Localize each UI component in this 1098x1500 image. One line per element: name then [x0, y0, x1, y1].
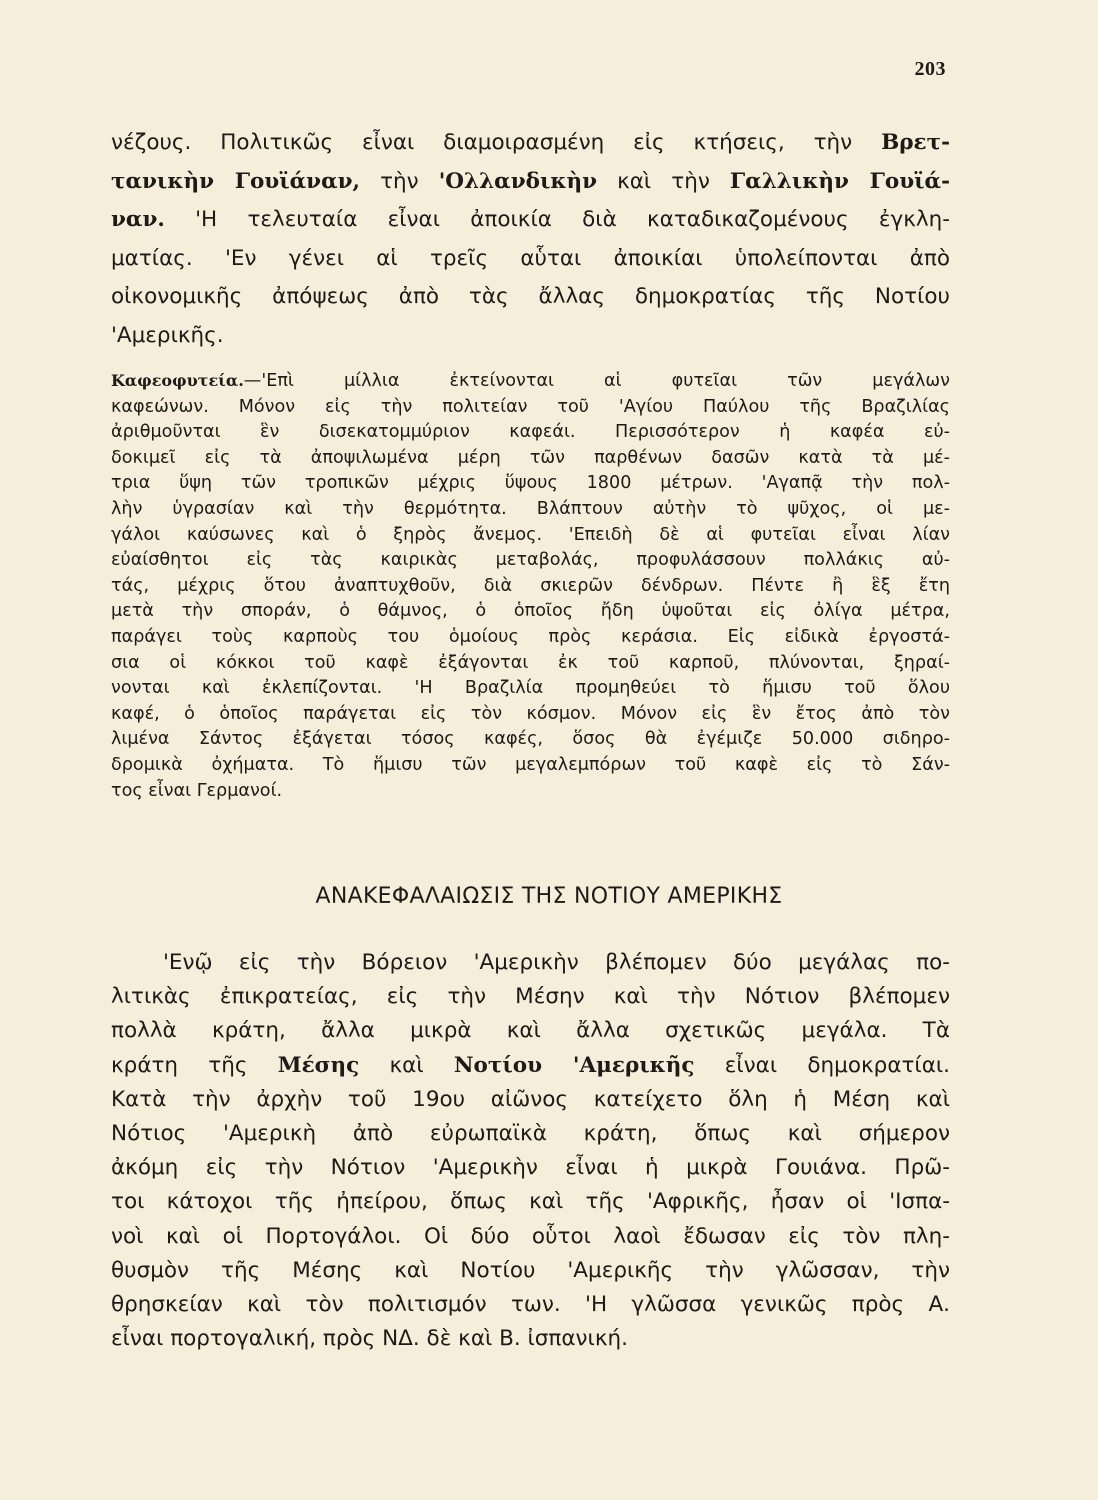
page-number: 203 — [914, 58, 946, 80]
text-line: λιμένα Σάντος ἐξάγεται τόσος καφές, ὅσος θὰ ἐγέμιζε 50.000 σιδηρο- — [111, 729, 950, 750]
text-line: 'Ενῷ εἰς τὴν Βόρειον 'Αμερικὴν βλέπομεν δύο μεγάλας πο- — [163, 950, 950, 975]
text-line: θρησκείαν καὶ τὸν πολιτισμόν των. 'Η γλῶσσα γενικῶς πρὸς Α. — [111, 1292, 950, 1318]
section-lead-title: Καφεοφυτεία. — [111, 371, 244, 390]
text-line: Καφεοφυτεία.—'Επὶ μίλλια ἐκτείνονται αἱ φυτεῖαι τῶν μεγάλων — [111, 371, 950, 391]
text-line: λιτικὰς ἐπικρατείας, εἰς τὴν Μέσην καὶ τὴν Νότιον βλέπομεν — [111, 984, 950, 1010]
section-heading: ΑΝΑΚΕΦΑΛΑΙΩΣΙΣ ΤΗΣ ΝΟΤΙΟΥ ΑΜΕΡΙΚΗΣ — [315, 884, 783, 909]
text-line: κράτη τῆς Μέσης καὶ Νοτίου 'Αμερικῆς εἶναι δημοκρατίαι. — [111, 1052, 950, 1078]
text-line: νονται καὶ ἐκλεπίζονται. 'Η Βραζιλία προμηθεύει τὸ ἥμισυ τοῦ ὅλου — [111, 678, 950, 699]
text-line: νοὶ καὶ οἱ Πορτογάλοι. Οἱ δύο οὗτοι λαοὶ ἔδωσαν εἰς τὸν πλη- — [111, 1223, 950, 1249]
text-line: τάς, μέχρις ὅτου ἀναπτυχθοῦν, διὰ σκιερῶν δένδρων. Πέντε ἢ ἓξ ἔτη — [111, 575, 950, 596]
text-line: καφεώνων. Μόνον εἰς τὴν πολιτείαν τοῦ 'Αγίου Παύλου τῆς Βραζιλίας — [111, 396, 950, 417]
text-line: καφέ, ὁ ὁποῖος παράγεται εἰς τὸν κόσμον. Μόνον εἰς ἓν ἔτος ἀπὸ τὸν — [111, 703, 950, 724]
text-line: ναν. 'Η τελευταία εἶναι ἀποικία διὰ καταδικαζομένους ἐγκλη- — [111, 207, 950, 232]
text-line: λὴν ὑγρασίαν καὶ τὴν θερμότητα. Βλάπτουν αὐτὴν τὸ ψῦχος, οἱ με- — [111, 498, 950, 519]
paragraph-guianas — [111, 124, 950, 355]
text-line: γάλοι καύσωνες καὶ ὁ ξηρὸς ἄνεμος. 'Επειδὴ δὲ αἱ φυτεῖαι εἶναι λίαν — [111, 524, 950, 545]
text-line: πολλὰ κράτη, ἄλλα μικρὰ καὶ ἄλλα σχετικῶς μεγάλα. Τὰ — [111, 1018, 950, 1044]
text-line: τοι κάτοχοι τῆς ἠπείρου, ὅπως καὶ τῆς 'Αφρικῆς, ἦσαν οἱ 'Ισπα- — [111, 1189, 950, 1215]
text-line: ματίας. 'Εν γένει αἱ τρεῖς αὗται ἀποικίαι ὑπολείπονται ἀπὸ — [111, 245, 950, 271]
text-line: εὐαίσθητοι εἰς τὰς καιρικὰς μεταβολάς, προφυλάσσουν πολλάκις αὐ- — [111, 550, 950, 571]
text-line: σια οἱ κόκκοι τοῦ καφὲ ἐξάγονται ἐκ τοῦ καρποῦ, πλύνονται, ξηραί- — [111, 652, 950, 673]
text-line: μετὰ τὴν σποράν, ὁ θάμνος, ὁ ὁποῖος ἤδη ὑψοῦται εἰς ὀλίγα μέτρα, — [111, 601, 950, 622]
text-line: 'Αμερικῆς. — [111, 322, 224, 348]
text-line: Κατὰ τὴν ἀρχὴν τοῦ 19ου αἰῶνος κατείχετο ὅλη ἡ Μέση καὶ — [111, 1086, 950, 1112]
text-line: θυσμὸν τῆς Μέσης καὶ Νοτίου 'Αμερικῆς τὴν γλῶσσαν, τὴν — [111, 1257, 950, 1283]
text-line: τανικὴν Γουϊάναν, τὴν 'Ολλανδικὴν καὶ τὴν Γαλλικὴν Γουϊά- — [111, 168, 951, 194]
text-line: νέζους. Πολιτικῶς εἶναι διαμοιρασμένη εἰς κτήσεις, τὴν Βρετ- — [111, 130, 950, 155]
text-line: εἶναι πορτογαλική, πρὸς ΝΔ. δὲ καὶ Β. ἰσπανική. — [111, 1326, 628, 1352]
text-line: τος εἶναι Γερμανοί. — [111, 780, 283, 801]
text-line: δρομικὰ ὀχήματα. Τὸ ἥμισυ τῶν μεγαλεμπόρων τοῦ καφὲ εἰς τὸ Σάν- — [111, 754, 950, 775]
text-line: τρια ὕψη τῶν τροπικῶν μέχρις ὕψους 1800 μέτρων. 'Αγαπᾷ τὴν πολ- — [111, 473, 950, 494]
paragraph-summary — [111, 946, 950, 1356]
text-line: Νότιος 'Αμερικὴ ἀπὸ εὐρωπαϊκὰ κράτη, ὅπως καὶ σήμερον — [111, 1121, 950, 1147]
text-line: ἀκόμη εἰς τὴν Νότιον 'Αμερικὴν εἶναι ἡ μικρὰ Γουιάνα. Πρῶ- — [111, 1155, 950, 1181]
text-line: παράγει τοὺς καρποὺς του ὁμοίους πρὸς κεράσια. Εἰς εἰδικὰ ἐργοστά- — [111, 626, 950, 647]
text-line: δοκιμεῖ εἰς τὰ ἀποψιλωμένα μέρη τῶν παρθένων δασῶν κατὰ τὰ μέ- — [111, 447, 950, 468]
text-line: ἀριθμοῦνται ἓν δισεκατομμύριον καφεάι. Περισσότερον ἡ καφέα εὐ- — [111, 422, 950, 443]
paragraph-coffee-plantations — [111, 368, 950, 804]
text-line: οἰκονομικῆς ἀπόψεως ἀπὸ τὰς ἄλλας δημοκρατίας τῆς Νοτίου — [111, 284, 950, 309]
